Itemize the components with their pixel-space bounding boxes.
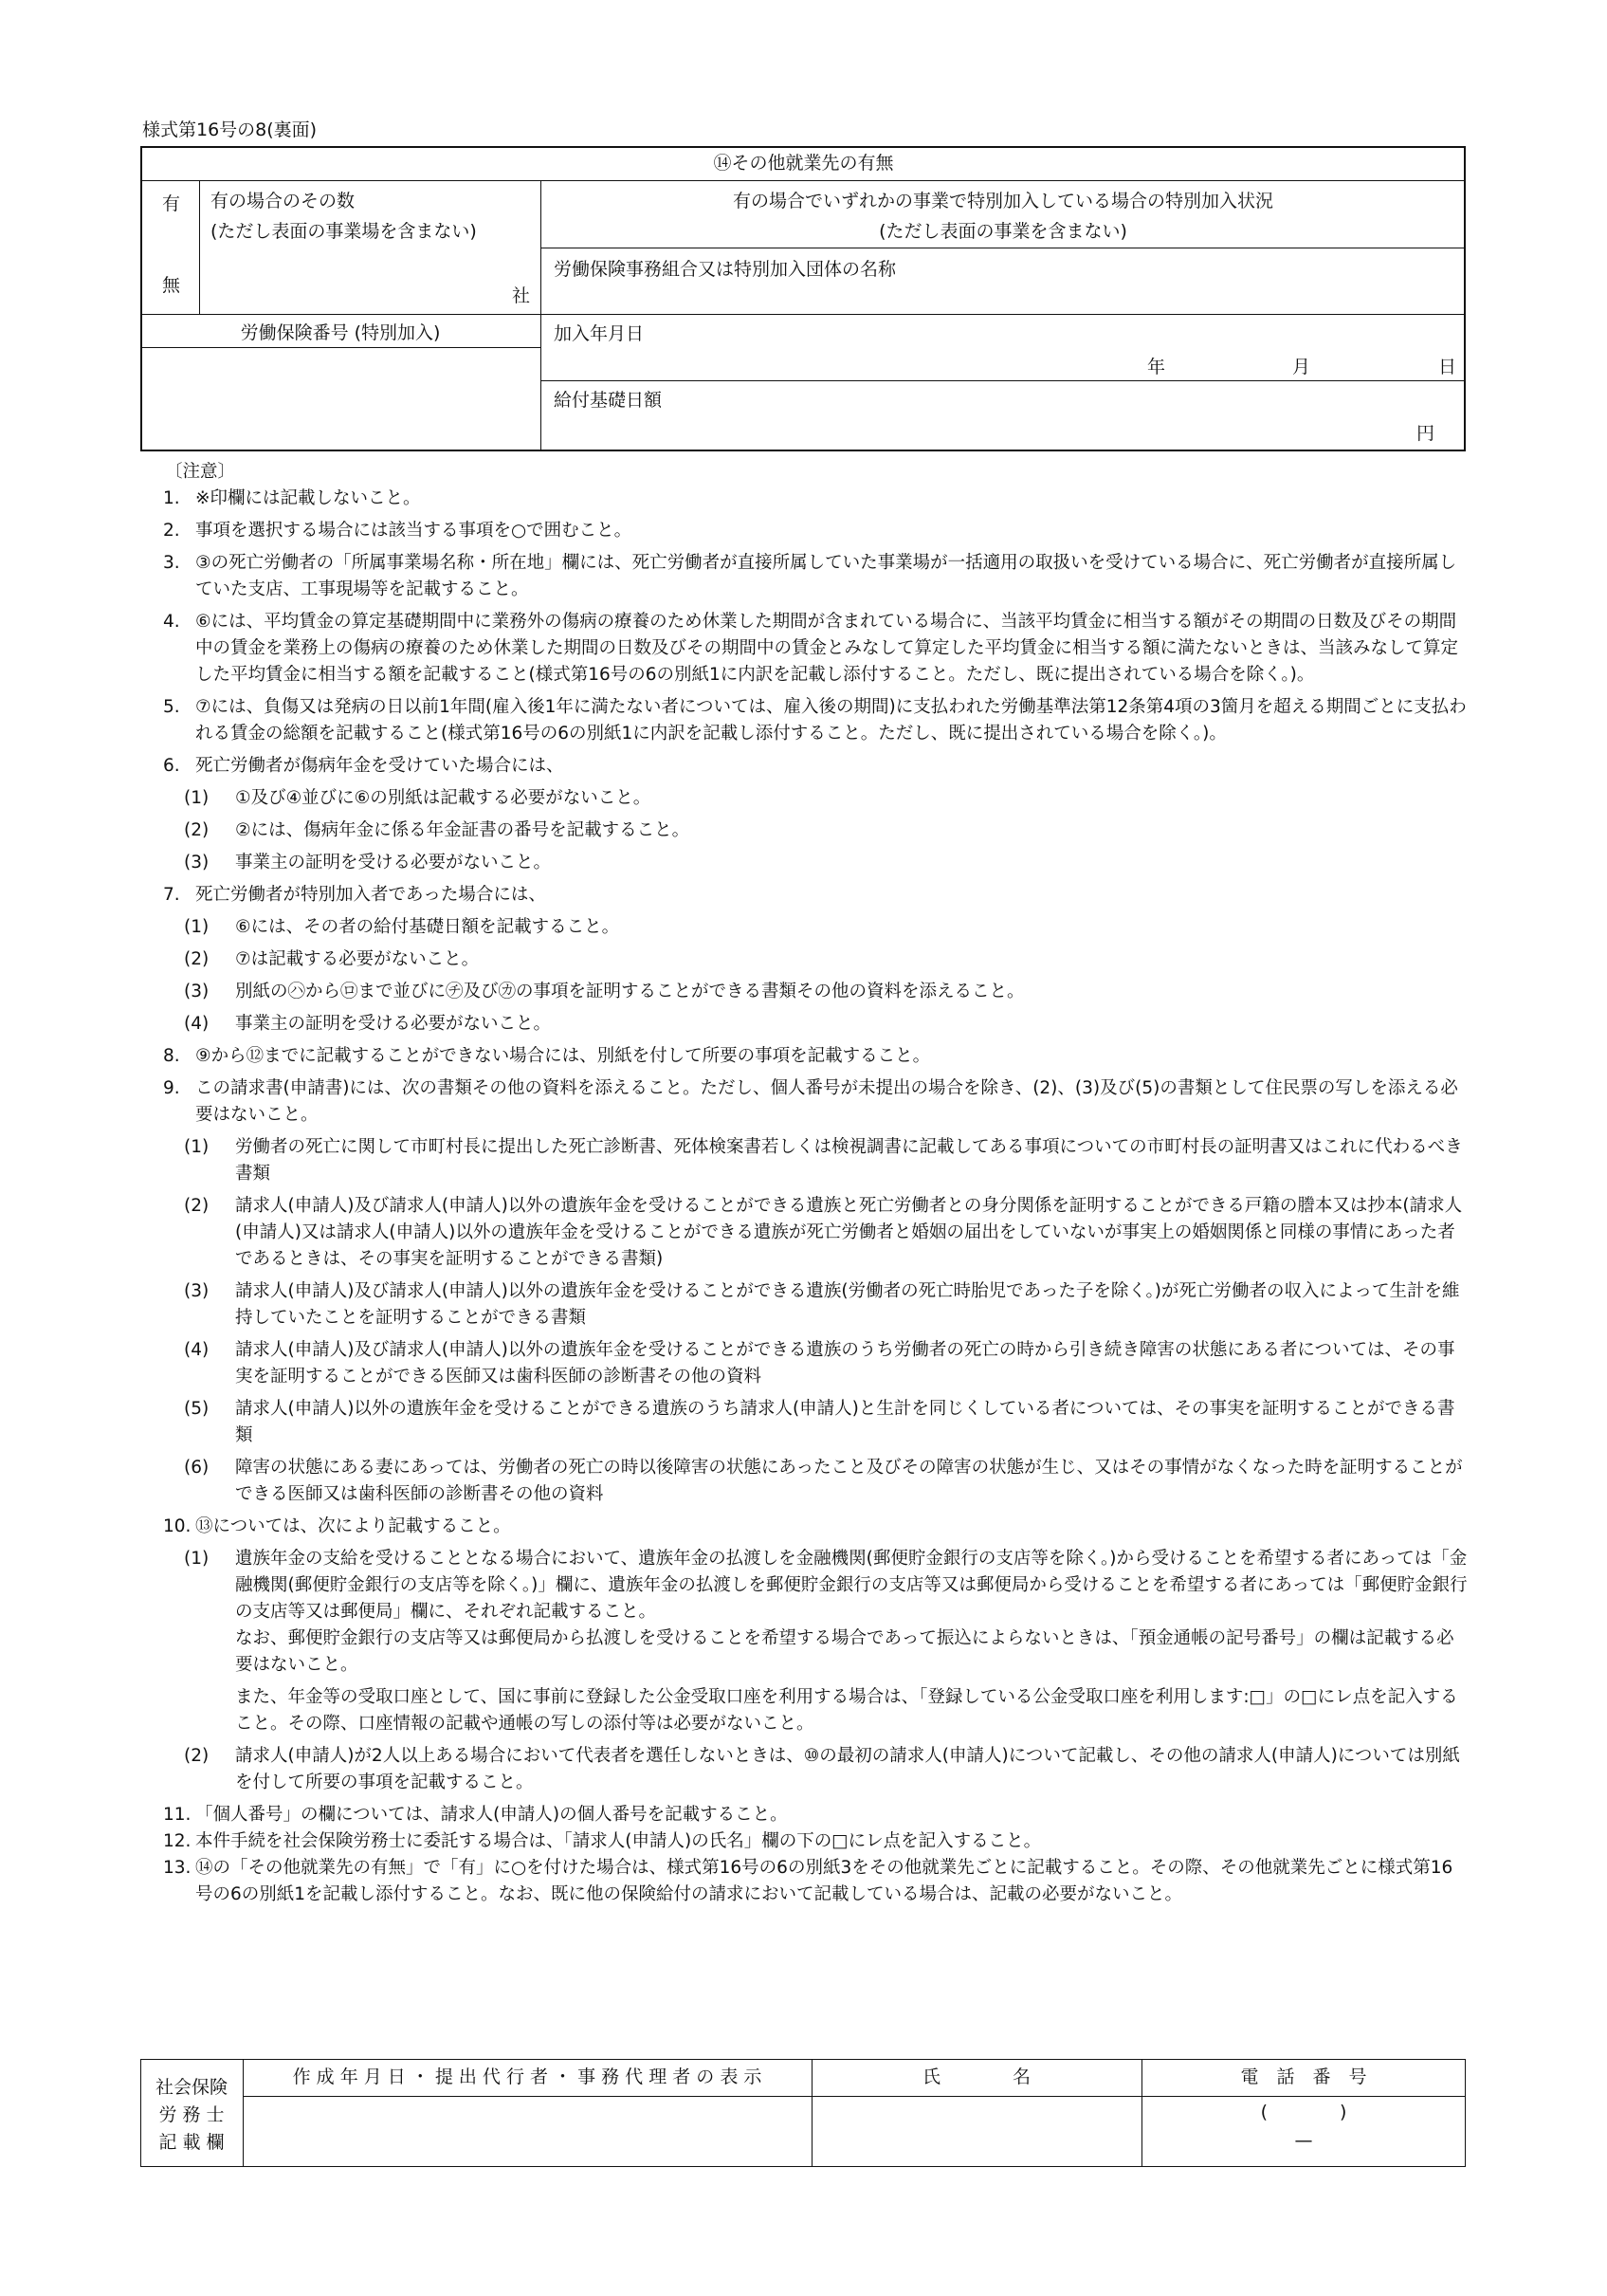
month-unit: 月 bbox=[1292, 357, 1311, 377]
union-name-field[interactable] bbox=[554, 283, 1454, 311]
divider bbox=[140, 314, 1466, 315]
note-subitem: (4) 事業主の証明を受ける必要がないこと。 bbox=[184, 1014, 552, 1034]
count-label: 有の場合のその数 bbox=[210, 191, 356, 211]
note-subitem: (3) 事業主の証明を受ける必要がないこと。 bbox=[184, 853, 552, 872]
note-subitem: (2) 請求人(申請人)及び請求人(申請人)以外の遺族年金を受けることができる遺族と死亡労働者との身分関係を証明することができる戸籍の謄本又は抄本(請求人(申請人)又は請求人(申請人)以外の遺族年金を受けることができる遺族が死亡労働者と婚姻の届出をしていないが事実上の婚姻関係と同様の事情にあった者であるときは、その事実を証明することができる書類) bbox=[184, 1196, 1463, 1269]
note-item: 2. 事項を選択する場合には該当する事項を○で囲むこと。 bbox=[163, 521, 632, 541]
col-header-date: 作 成 年 月 日 ・ 提 出 代 行 者 ・ 事 務 代 理 者 の 表 示 bbox=[292, 2066, 762, 2087]
notes-heading: 〔注意〕 bbox=[165, 462, 236, 482]
note-subitem: (1) ①及び④並びに⑥の別紙は記載する必要がないこと。 bbox=[184, 788, 651, 808]
note-paragraph: また、年金等の受取口座として、国に事前に登録した公金受取口座を利用する場合は、「登録している公金受取口座を利用します:□」の□にレ点を記入すること。その際、口座情報の記載や通帳の写しの添付等は必要がないこと。 bbox=[235, 1687, 1458, 1734]
note-item: 12. 本件手続を社会保険労務士に委託する場合は、「請求人(申請人)の氏名」欄の下の□にレ点を記入すること。 bbox=[163, 1831, 1042, 1851]
note-subitem: (5) 請求人(申請人)以外の遺族年金を受けることができる遺族のうち請求人(申請人)と生計を同じくしている者については、その事実を証明することができる書類 bbox=[184, 1399, 1455, 1445]
day-unit: 日 bbox=[1438, 357, 1457, 377]
count-note: (ただし表面の事業場を含まない) bbox=[210, 221, 477, 242]
insurance-number-field[interactable] bbox=[144, 351, 537, 448]
date-agent-field[interactable] bbox=[248, 2100, 806, 2162]
divider bbox=[140, 347, 540, 348]
note-subitem: (6) 障害の状態にある妻にあっては、労働者の死亡の時以後障害の状態にあったこと及びその障害の状態が生じ、又はその事情がなくなった時を証明することができる医師又は歯科医師の診断書その他の資料 bbox=[184, 1458, 1463, 1504]
note-subitem: (2) 請求人(申請人)が2人以上ある場合において代表者を選任しないときは、⑩の最初の請求人(申請人)について記載し、その他の請求人(申請人)については別紙を付して所要の事項を記載すること。 bbox=[184, 1746, 1460, 1792]
divider bbox=[540, 180, 541, 451]
section-title: ⑭その他就業先の有無 bbox=[713, 153, 894, 174]
yen-unit: 円 bbox=[1416, 423, 1435, 444]
note-subitem: (1) 遺族年金の支給を受けることとなる場合において、遺族年金の払渡しを金融機関(郵便貯金銀行の支店等を除く。)から受けることを希望する者にあっては「金融機関(郵便貯金銀行の支店等を除く。)」欄に、遺族年金の払渡しを郵便貯金銀行の支店等又は郵便局から受けることを希望する者にあっては「郵便貯金銀行の支店等又は郵便局」欄に、それぞれ記載すること。 bbox=[184, 1549, 1468, 1622]
side-label-line1: 社会保険 bbox=[155, 2077, 228, 2098]
side-label-line2: 労 務 士 bbox=[158, 2104, 225, 2125]
note-subitem: (2) ②には、傷病年金に係る年金証書の番号を記載すること。 bbox=[184, 820, 690, 840]
insurance-number-label: 労働保険番号 (特別加入) bbox=[240, 322, 441, 343]
note-item: 3. ③の死亡労働者の「所属事業場名称・所在地」欄には、死亡労働者が直接所属していた事業場が一括適用の取扱いを受けている場合に、死亡労働者が直接所属していた支店、工事現場等を記載すること。 bbox=[163, 553, 1457, 599]
note-item: 9. この請求書(申請書)には、次の書類その他の資料を添えること。ただし、個人番号が未提出の場合を除き、(2)、(3)及び(5)の書類として住民票の写しを添える必要はないこと。 bbox=[163, 1078, 1458, 1125]
join-date-field[interactable] bbox=[554, 347, 1123, 377]
note-item: 5. ⑦には、負傷又は発病の日以前1年間(雇入後1年に満たない者については、雇入後の期間)に支払われた労働基準法第12条第4項の3箇月を超える期間ごとに支払われる賃金の総額を記載すること(様式第16号の6の別紙1に内訳を記載し添付すること。ただし、既に提出されている場合を除く。)。 bbox=[163, 697, 1467, 744]
phone-dash: — bbox=[1294, 2130, 1313, 2151]
join-date-label: 加入年月日 bbox=[554, 323, 645, 344]
col-header-name: 氏 名 bbox=[922, 2066, 1031, 2087]
name-field[interactable] bbox=[817, 2100, 1136, 2162]
divider bbox=[199, 180, 200, 314]
phone-area-code[interactable]: ( ) bbox=[1260, 2102, 1347, 2122]
year-unit: 年 bbox=[1147, 357, 1166, 377]
note-subitem: (1) ⑥には、その者の給付基礎日額を記載すること。 bbox=[184, 917, 620, 937]
daily-base-label: 給付基礎日額 bbox=[554, 390, 663, 411]
form-title: 様式第16号の8(裏面) bbox=[142, 119, 318, 140]
note-item: 13. ⑭の「その他就業先の有無」で「有」に○を付けた場合は、様式第16号の6の別紙3をその他就業先ごとに記載すること。その際、その他就業先ごとに様式第16号の6の別紙1を記載し添付すること。なお、既に他の保険給付の請求において記載している場合は、記載の必要がないこと。 bbox=[163, 1858, 1453, 1904]
daily-base-field[interactable] bbox=[554, 413, 1397, 446]
note-subitem: (3) 請求人(申請人)及び請求人(申請人)以外の遺族年金を受けることができる遺族(労働者の死亡時胎児であった子を除く。)が死亡労働者の収入によって生計を維持していたことを証明することができる書類 bbox=[184, 1281, 1460, 1328]
note-subitem: (4) 請求人(申請人)及び請求人(申請人)以外の遺族年金を受けることができる遺族のうち労働者の死亡の時から引き続き障害の状態にある者については、その事実を証明することができる医師又は歯科医師の診断書その他の資料 bbox=[184, 1340, 1455, 1387]
umu-option-yes[interactable]: 有 bbox=[162, 193, 181, 214]
count-field[interactable] bbox=[210, 248, 495, 305]
col-header-phone: 電 話 番 号 bbox=[1240, 2066, 1367, 2087]
note-item: 8. ⑨から⑫までに記載することができない場合には、別紙を付して所要の事項を記載すること。 bbox=[163, 1046, 931, 1066]
note-subitem: (1) 労働者の死亡に関して市町村長に提出した死亡診断書、死体検案書若しくは検視調書に記載してある事項についての市町村長の証明書又はこれに代わるべき書類 bbox=[184, 1137, 1463, 1184]
note-item: 7. 死亡労働者が特別加入者であった場合には、 bbox=[163, 885, 546, 905]
note-item: 11. 「個人番号」の欄については、請求人(申請人)の個人番号を記載すること。 bbox=[163, 1805, 788, 1825]
side-label-line3: 記 載 欄 bbox=[158, 2132, 225, 2153]
union-name-label: 労働保険事務組合又は特別加入団体の名称 bbox=[554, 259, 897, 280]
note-item: 4. ⑥には、平均賃金の算定基礎期間中に業務外の傷病の療養のため休業した期間が含まれている場合に、当該平均賃金に相当する額がその期間の日数及びその期間中の賃金を業務上の傷病の療養のため休業した期間の日数及びその期間中の賃金とみなして算定した平均賃金に相当する額に満たないときは、当該みなして算定した平均賃金に相当する額を記載すること(様式第16号の6の別紙1に内訳を記載し添付すること。ただし、既に提出されている場合を除く。)。 bbox=[163, 612, 1459, 685]
note-item: 6. 死亡労働者が傷病年金を受けていた場合には、 bbox=[163, 756, 564, 776]
note-subitem: (3) 別紙の㋩から㋺まで並びに㋠及び㋕の事項を証明することができる書類その他の資料を添えること。 bbox=[184, 982, 1025, 1001]
note-subitem: (2) ⑦は記載する必要がないこと。 bbox=[184, 949, 480, 969]
count-unit: 社 bbox=[512, 285, 531, 306]
special-join-header: 有の場合でいずれかの事業で特別加入している場合の特別加入状況 bbox=[732, 191, 1273, 211]
notes-section bbox=[142, 459, 1470, 1908]
special-join-note: (ただし表面の事業を含まない) bbox=[879, 221, 1127, 242]
note-item: 10. ⑬については、次により記載すること。 bbox=[163, 1516, 511, 1536]
note-item: 1. ※印欄には記載しないこと。 bbox=[163, 488, 421, 508]
divider bbox=[140, 180, 1466, 181]
note-paragraph: なお、郵便貯金銀行の支店等又は郵便局から払渡しを受けることを希望する場合であって振込によらないときは、「預金通帳の記号番号」の欄は記載する必要はないこと。 bbox=[235, 1628, 1454, 1675]
umu-option-no[interactable]: 無 bbox=[162, 275, 181, 296]
divider bbox=[243, 2096, 1466, 2097]
divider bbox=[540, 380, 1466, 381]
